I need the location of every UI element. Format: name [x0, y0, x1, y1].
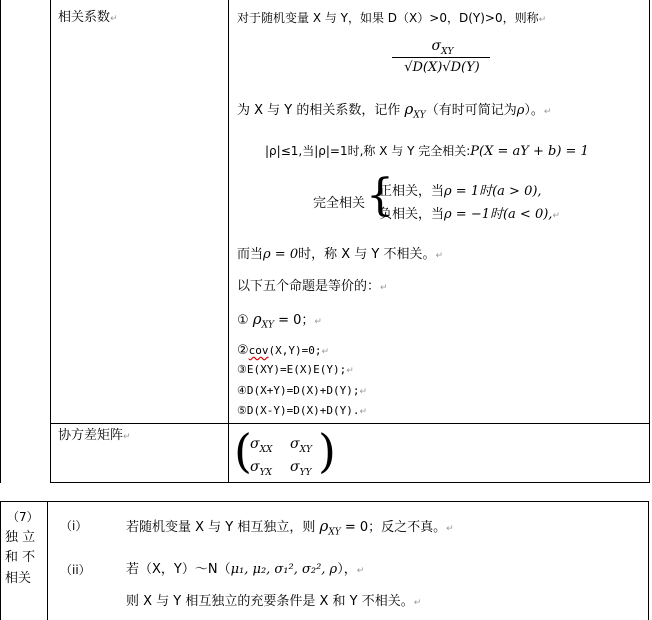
item-ii-text: 若（X，Y）～N（μ₁, μ₂, σ₁², σ₂², ρ），↵: [126, 562, 365, 577]
equivalence-item-4: ④D(X+Y)=D(X)+D(Y);↵: [237, 384, 367, 397]
equivalence-item-1: ① $\rho_{XY} = 0$；↵: [237, 310, 322, 331]
table1-bottom-border: [50, 482, 650, 483]
definition-text: 对于随机变量 X 与 Y，如果 D（X）>0，D(Y)>0，则称↵: [237, 11, 547, 25]
item-i-label: （i）: [60, 519, 88, 533]
item-ii-label: （ii）: [60, 563, 91, 577]
table1-right-border: [649, 0, 650, 483]
equivalence-item-3: ③E(XY)=E(X)E(Y);↵: [237, 363, 354, 376]
uncorrelated-text: 而当ρ = 0时，称 X 与 Y 不相关。↵: [237, 247, 444, 262]
equivalence-item-5: ⑤D(X-Y)=D(X)+D(Y).↵: [237, 404, 367, 417]
section-title-line-2: 和 不: [5, 550, 36, 565]
table1-left-border: [0, 0, 1, 483]
item-ii-text-2: 则 X 与 Y 相互独立的充要条件是 X 和 Y 不相关。↵: [126, 594, 422, 609]
item-i-text: 若随机变量 X 与 Y 相互独立，则 $\rho_{XY} = 0$；反之不真。↵: [126, 517, 454, 538]
equivalence-item-2: ②cov(X,Y)=0;↵: [237, 343, 330, 358]
row-label-correlation: 相关系数↵: [58, 10, 118, 25]
table1-row-divider: [50, 423, 650, 424]
table1-col-border-1: [50, 0, 51, 483]
row-label-covariance-matrix: 协方差矩阵↵: [58, 428, 131, 443]
equivalence-intro: 以下五个命题是等价的：↵: [237, 279, 388, 294]
correlation-notation: 为 X 与 Y 的相关系数，记作 $\rho_{XY}$（有时可简记为ρ）。↵: [237, 100, 552, 121]
section-number: （7）: [7, 510, 39, 524]
section-title-line-3: 相关: [5, 571, 32, 586]
table1-col-border-2: [228, 0, 229, 483]
perfect-correlation-text: |ρ|≤1,当|ρ|=1时,称 X 与 Y 完全相关:P(X = aY + b) = 1: [265, 144, 589, 159]
section-title-line-1: 独 立: [5, 530, 36, 545]
